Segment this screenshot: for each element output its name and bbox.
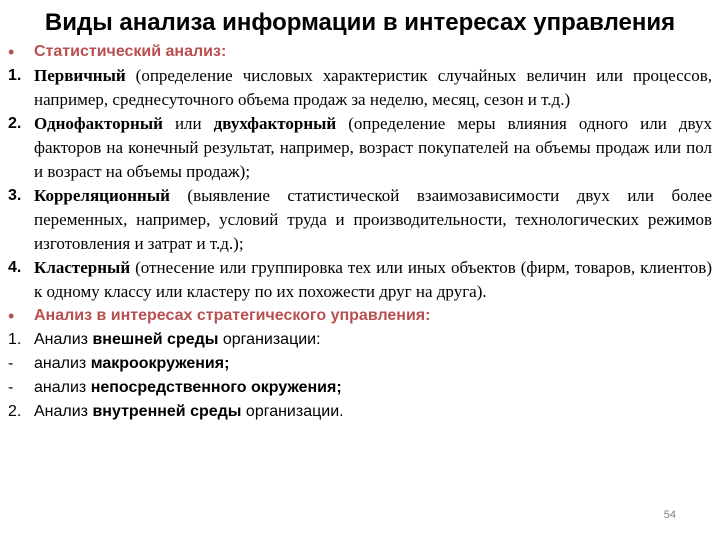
section-heading: Статистический анализ: bbox=[34, 43, 227, 60]
item-prefix: анализ bbox=[34, 379, 91, 396]
item-description: (выявление статистической взаимозависимости двух или более переменных, например, условий труда и производительности, технологических режимов изготовления и затрат и т.д.); bbox=[34, 186, 712, 253]
item-content bbox=[34, 376, 712, 400]
item-description: (определение числовых характеристик случайных величин или процессов, например, среднесуточного объема продаж за неделю, месяц, сезон и т.д.) bbox=[34, 66, 712, 109]
slide-body bbox=[8, 40, 712, 424]
item-term: макроокружения; bbox=[90, 355, 230, 372]
item-prefix: Анализ bbox=[34, 331, 93, 348]
slide-title: Виды анализа информации в интересах управления bbox=[44, 9, 676, 36]
item-term: Однофакторный bbox=[34, 114, 163, 133]
list-item bbox=[8, 184, 712, 256]
list-item bbox=[8, 352, 712, 376]
item-content bbox=[34, 352, 712, 376]
item-term: непосредственного окружения; bbox=[90, 379, 342, 396]
list-item bbox=[8, 64, 712, 112]
section-statistical-heading bbox=[8, 40, 712, 64]
item-term: Первичный bbox=[34, 66, 126, 85]
item-number: 4. bbox=[8, 259, 22, 276]
list-item bbox=[8, 112, 712, 184]
item-number: 3. bbox=[8, 187, 22, 204]
item-connector: или bbox=[162, 114, 214, 133]
item-content bbox=[34, 256, 712, 304]
item-term: внутренней среды bbox=[92, 403, 242, 420]
section-heading: Анализ в интересах стратегического управления: bbox=[34, 307, 431, 324]
bullet-icon: • bbox=[8, 42, 15, 62]
item-prefix: Анализ bbox=[34, 403, 93, 420]
item-description: (отнесение или группировка тех или иных объектов (фирм, товаров, клиентов) к одному классу или кластеру по их похожести друг на друга). bbox=[34, 258, 712, 301]
item-number: 1. bbox=[8, 331, 22, 348]
item-number: 1. bbox=[8, 67, 22, 84]
item-prefix: анализ bbox=[34, 355, 91, 372]
item-content bbox=[34, 184, 712, 256]
item-content bbox=[34, 400, 712, 424]
item-content bbox=[34, 328, 712, 352]
dash-marker: - bbox=[8, 355, 14, 372]
item-number: 2. bbox=[8, 115, 22, 132]
item-term: внешней среды bbox=[92, 331, 219, 348]
item-term: Кластерный bbox=[34, 258, 131, 277]
list-item bbox=[8, 376, 712, 400]
list-item bbox=[8, 256, 712, 304]
item-content bbox=[34, 64, 712, 112]
item-description: (определение меры влияния одного или двух факторов на конечный результат, например, возраст покупателей на объемы продаж или пол и возраст на объемы продаж); bbox=[34, 114, 712, 181]
item-suffix: организации: bbox=[218, 331, 321, 348]
list-item bbox=[8, 400, 712, 424]
item-suffix: организации. bbox=[241, 403, 344, 420]
list-item bbox=[8, 328, 712, 352]
page-number: 54 bbox=[663, 509, 676, 521]
item-number: 2. bbox=[8, 403, 22, 420]
bullet-icon: • bbox=[8, 306, 15, 326]
item-term: Корреляционный bbox=[34, 186, 170, 205]
dash-marker: - bbox=[8, 379, 14, 396]
item-content bbox=[34, 112, 712, 184]
section-strategic-heading bbox=[8, 304, 712, 328]
item-term-2: двухфакторный bbox=[213, 114, 337, 133]
